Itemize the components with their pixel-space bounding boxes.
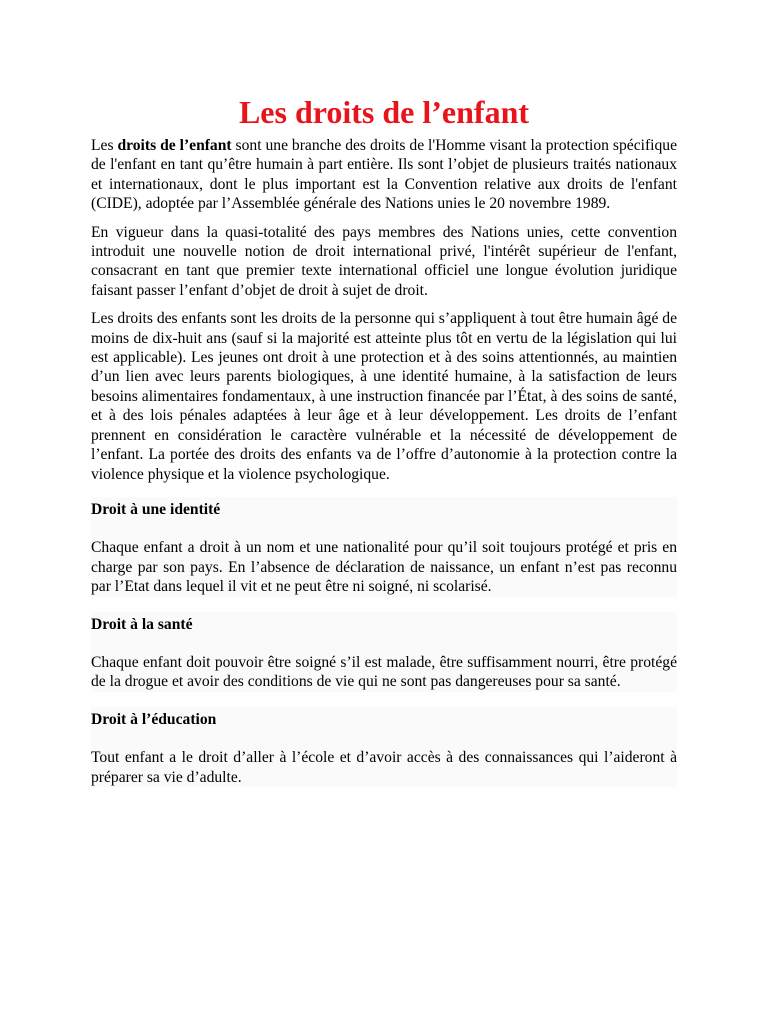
intro-bold-term: droits de l’enfant xyxy=(117,137,232,154)
section-identity xyxy=(91,497,677,597)
section-body-education: Tout enfant a le droit d’aller à l’école et d’avoir accès à des connaissances qui l’aideront à préparer sa vie d’adulte. xyxy=(91,749,677,786)
document-body xyxy=(91,136,677,787)
section-education xyxy=(91,707,677,787)
intro-lead: Les xyxy=(91,137,118,154)
section-heading-education: Droit à l’éducation xyxy=(91,710,217,728)
intro-paragraph xyxy=(91,136,677,214)
intro-rest: sont une branche des droits de l'Homme visant la protection spécifique de l'enfant en tant qu’être humain à part entière. Ils sont l’objet de plusieurs traités nationaux et internationaux, dont le plus important est la Convention relative aux droits de l'enfant (CIDE), adoptée par l’Assemblée générale des Nations unies le 20 novembre 1989. xyxy=(91,137,677,213)
paragraph-rights: Les droits des enfants sont les droits de la personne qui s’appliquent à tout être humain âgé de moins de dix-huit ans (sauf si la majorité est atteinte plus tôt en vertu de la législation qui lui est applicable). Les jeunes ont droit à une protection et à des soins attentionnés, au maintien d’un lien avec leurs parents biologiques, à une identité humaine, à la satisfaction de leurs besoins alimentaires fondamentaux, à une instruction financée par l’État, à des soins de santé, et à des lois pénales adaptées à leur âge et à leur développement. Les droits de l’enfant prennent en considération le caractère vulnérable et la nécessité de développement de l’enfant. La portée des droits des enfants va de l’offre d’autonomie à la protection contre la violence physique et la violence psychologique. xyxy=(91,310,677,483)
page-title: Les droits de l’enfant xyxy=(238,94,530,130)
section-body-identity: Chaque enfant a droit à un nom et une nationalité pour qu’il soit toujours protégé et pris en charge par son pays. En l’absence de déclaration de naissance, un enfant n’est pas reconnu par l’Etat dans lequel il vit et ne peut être ni soigné, ni scolarisé. xyxy=(91,539,677,596)
section-heading-identity: Droit à une identité xyxy=(91,500,221,518)
section-health xyxy=(91,612,677,692)
paragraph-convention: En vigueur dans la quasi-totalité des pays membres des Nations unies, cette convention introduit une nouvelle notion de droit international privé, l'intérêt supérieur de l'enfant, consacrant en tant que premier texte international officiel une longue évolution juridique faisant passer l’enfant d’objet de droit à sujet de droit. xyxy=(91,223,677,299)
section-body-health: Chaque enfant doit pouvoir être soigné s’il est malade, être suffisamment nourri, être protégé de la drogue et avoir des conditions de vie qui ne sont pas dangereuses pour sa santé. xyxy=(91,653,677,691)
section-heading-health: Droit à la santé xyxy=(91,615,193,633)
